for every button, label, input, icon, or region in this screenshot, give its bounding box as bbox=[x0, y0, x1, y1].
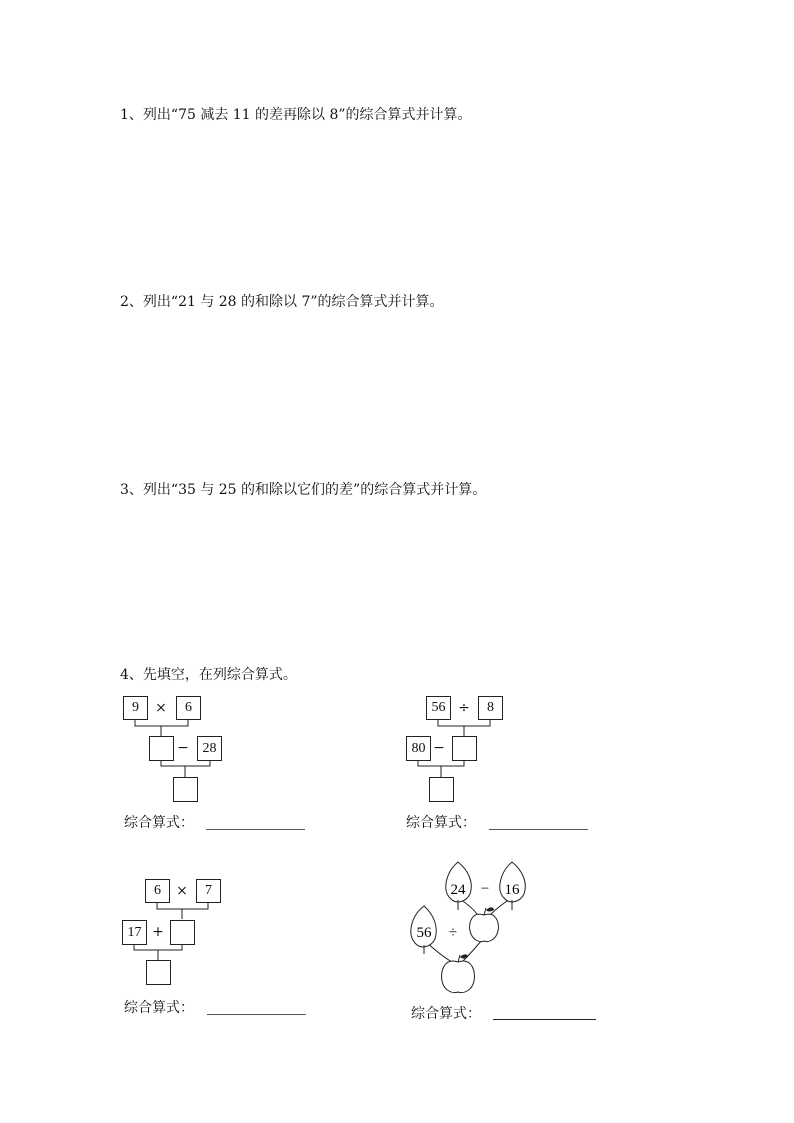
divide-sign: ÷ bbox=[458, 700, 470, 716]
number-box: 8 bbox=[478, 696, 503, 720]
plus-sign: + bbox=[152, 924, 164, 940]
number-box: 56 bbox=[426, 696, 451, 720]
minus-sign: − bbox=[433, 740, 445, 756]
formula-label: 综合算式： bbox=[124, 1000, 194, 1016]
divide-sign: ÷ bbox=[448, 925, 458, 941]
apple-icon bbox=[442, 954, 475, 992]
formula-label: 综合算式： bbox=[124, 815, 194, 831]
question-3: 3、列出“35 与 25 的和除以它们的差”的综合算式并计算。 bbox=[120, 482, 487, 498]
number-box: 80 bbox=[406, 736, 431, 761]
minus-sign: − bbox=[177, 740, 189, 756]
apple-icon bbox=[470, 907, 499, 941]
times-sign: × bbox=[176, 883, 188, 899]
leaf-number: 56 bbox=[416, 925, 432, 941]
question-2: 2、列出“21 与 28 的和除以 7”的综合算式并计算。 bbox=[120, 294, 444, 310]
minus-sign: − bbox=[480, 881, 490, 897]
question-4: 4、先填空，在列综合算式。 bbox=[120, 667, 297, 683]
leaf-number: 16 bbox=[504, 882, 520, 898]
question-1: 1、列出“75 减去 11 的差再除以 8”的综合算式并计算。 bbox=[120, 107, 472, 123]
number-box: 17 bbox=[122, 920, 147, 945]
number-box: 9 bbox=[123, 696, 148, 720]
number-box: 6 bbox=[176, 696, 201, 720]
number-box: 7 bbox=[196, 879, 221, 903]
number-box: 6 bbox=[145, 879, 170, 903]
leaf-number: 24 bbox=[450, 882, 466, 898]
formula-label: 综合算式： bbox=[406, 815, 476, 831]
times-sign: × bbox=[155, 700, 167, 716]
formula-label: 综合算式： bbox=[411, 1006, 481, 1022]
formula-answer-line[interactable] bbox=[493, 1019, 596, 1020]
number-box: 28 bbox=[197, 736, 222, 761]
